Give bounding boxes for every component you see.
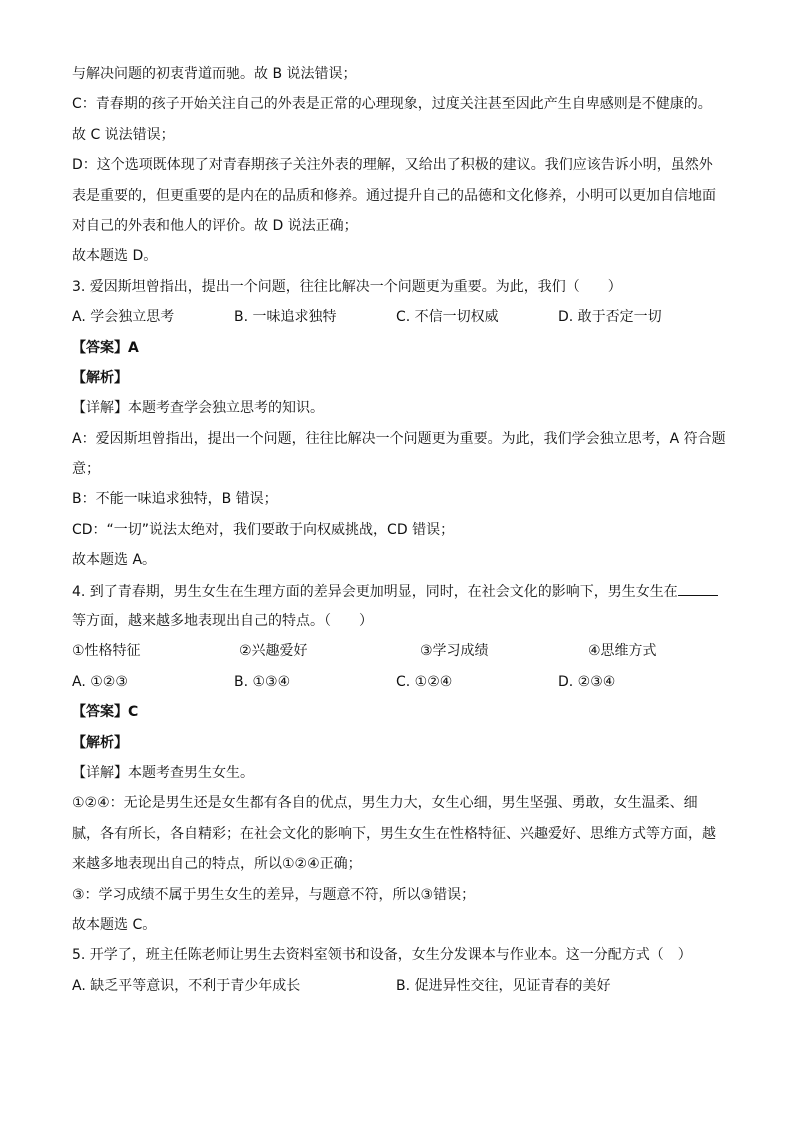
text-line: 与解决问题的初衷背道而驰。故 B 说法错误； — [72, 66, 357, 82]
question-5-stem: 5. 开学了，班主任陈老师让男生去资料室领书和设备，女生分发课本与作业本。这一分配方式（ ） — [72, 947, 692, 964]
analysis-label: 【解析】 — [72, 734, 128, 751]
text-line: ①②④：无论是男生还是女生都有各自的优点，男生力大，女生心细，男生坚强、勇敢，女生温柔、细 — [72, 795, 698, 812]
question-4-options — [72, 672, 724, 692]
question-3-options — [72, 307, 724, 327]
item-2: ②兴趣爱好 — [239, 643, 308, 660]
option-a: A. 学会独立思考 — [72, 309, 175, 326]
text-line: C：青春期的孩子开始关注自己的外表是正常的心理现象，过度关注甚至因此产生自卑感则是不健康的。 — [72, 96, 712, 113]
text-line: 意； — [72, 461, 100, 478]
text-line: 表是重要的，但更重要的是内在的品质和修养。通过提升自己的品德和文化修养，小明可以更加自信地面 — [72, 187, 716, 204]
question-4-items — [72, 641, 724, 661]
item-4: ④思维方式 — [588, 643, 657, 660]
option-b: B. ①③④ — [234, 673, 291, 690]
answer-label: 【答案】A — [72, 339, 139, 356]
text-line: ③：学习成绩不属于男生女生的差异，与题意不符，所以③错误； — [72, 886, 476, 903]
question-5-options — [72, 976, 724, 996]
text-line: 故本题选 C。 — [72, 916, 157, 933]
text-line: B：不能一味追求独特，B 错误； — [72, 491, 278, 508]
text-line: 故本题选 D。 — [72, 248, 158, 265]
question-4-stem-text: 4. 到了青春期，男生女生在生理方面的差异会更加明显，同时，在社会文化的影响下，男生女生在 — [72, 583, 678, 600]
document-page — [72, 64, 724, 1006]
answer-blank — [678, 581, 718, 596]
item-1: ①性格特征 — [72, 643, 141, 660]
text-line: 来越多地表现出自己的特点，所以①②④正确； — [72, 856, 362, 873]
option-b: B. 促进异性交往，见证青春的美好 — [396, 977, 611, 994]
text-line: 对自己的外表和他人的评价。故 D 说法正确； — [72, 217, 358, 234]
text-line: 腻，各有所长，各自精彩；在社会文化的影响下，男生女生在性格特征、兴趣爱好、思维方式等方面，越 — [72, 825, 716, 842]
analysis-label: 【解析】 — [72, 369, 128, 386]
text-line: D：这个选项既体现了对青春期孩子关注外表的理解，又给出了积极的建议。我们应该告诉小明，虽然外 — [72, 157, 713, 174]
option-a: A. 缺乏平等意识，不利于青少年成长 — [72, 977, 301, 994]
question-3-stem: 3. 爱因斯坦曾指出，提出一个问题，往往比解决一个问题更为重要。为此，我们（ ） — [72, 278, 622, 295]
option-d: D. ②③④ — [558, 673, 616, 690]
question-4-stem-cont: 等方面，越来越多地表现出自己的特点。（ ） — [72, 613, 373, 630]
text-line: 故 C 说法错误； — [72, 126, 175, 143]
option-c: C. ①②④ — [396, 673, 453, 690]
text-line: CD：“一切”说法太绝对，我们要敢于向权威挑战，CD 错误； — [72, 521, 455, 538]
option-d: D. 敢于否定一切 — [558, 309, 662, 326]
detail-line: 【详解】本题考查学会独立思考的知识。 — [72, 400, 324, 417]
option-b: B. 一味追求独特 — [234, 309, 337, 326]
answer-label: 【答案】C — [72, 704, 139, 721]
option-a: A. ①②③ — [72, 673, 128, 690]
option-c: C. 不信一切权威 — [396, 309, 499, 326]
text-line: 故本题选 A。 — [72, 552, 157, 569]
text-line: A：爱因斯坦曾指出，提出一个问题，往往比解决一个问题更为重要。为此，我们学会独立思考，A 符合题 — [72, 430, 726, 447]
detail-line: 【详解】本题考查男生女生。 — [72, 764, 254, 781]
item-3: ③学习成绩 — [420, 643, 489, 660]
question-4-stem — [72, 581, 724, 601]
